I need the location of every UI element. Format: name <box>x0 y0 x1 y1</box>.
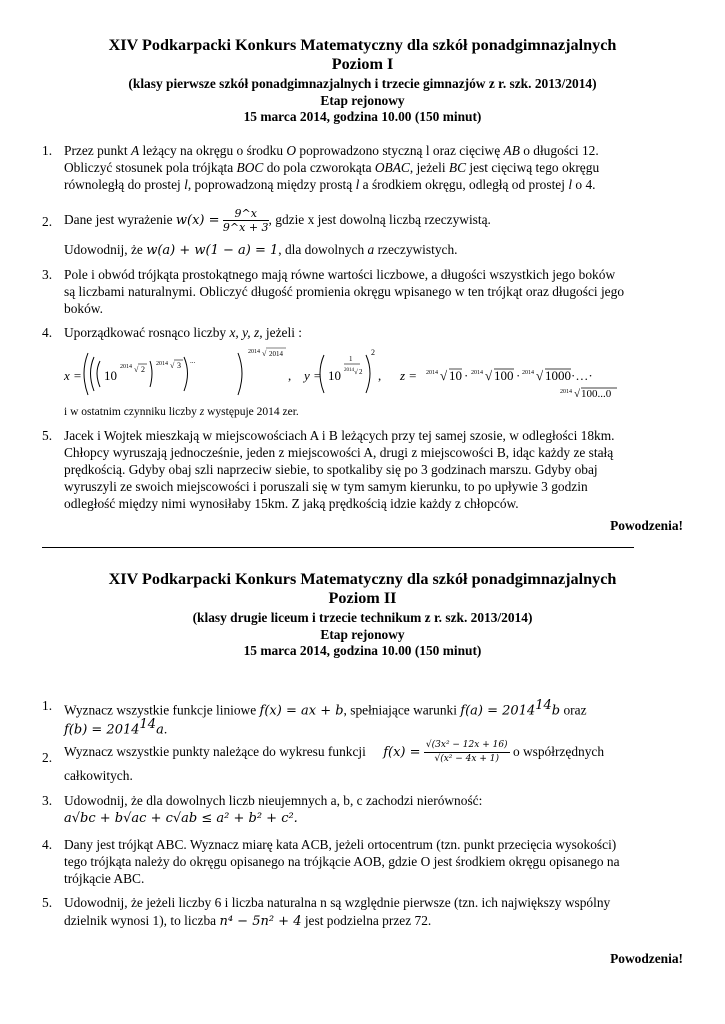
closing-level1: Powodzenia! <box>610 518 683 533</box>
fraction: $\frac{\text{√(3x² − 12x + 16)}}{\text{√(x² − 4x + 1)}}$ <box>425 740 508 765</box>
svg-text:·…·: ·…· <box>571 368 593 383</box>
problem-number: 2. <box>42 750 53 765</box>
problem-text: trójkącie ABC. <box>64 871 145 886</box>
svg-text:2014: 2014 <box>426 370 438 376</box>
classes-level2: (klasy drugie liceum i trzecie technikum z r. szk. 2013/2014) <box>192 610 533 625</box>
problem-text: dzielnik wynosi 1), to liczba n⁴ − 5n² + 4 jest podzielna przez 72. <box>64 913 432 929</box>
z-term-3: 1000 <box>545 368 571 383</box>
problem-text: Obliczyć stosunek pola trójkąta BOC do pola czworokąta OBAC, jeżeli BC jest cięciwą tego okręgu <box>64 160 600 175</box>
svg-text:·: · <box>516 368 521 383</box>
problem-number: 5. <box>42 895 53 910</box>
title-level1: XIV Podkarpacki Konkurs Matematyczny dla szkół ponadgimnazjalnych <box>108 36 617 54</box>
problem-text: Wyznacz wszystkie punkty należące do wykresu funkcji f(x) = $\frac{\text{√(3x² − 12x + 16)}}{\text{√(x² − 4x + 1)}}$ o współrzędnych <box>64 740 605 765</box>
problem-text: są liczbami naturalnymi. Obliczyć długość promienia okręgu wpisanego w ten trójkąt oraz długości jego <box>64 284 625 299</box>
problem-text: równoległą do prostej l, poprowadzoną między prostą l a środkiem okręgu, odległą od prostej l o 4. <box>64 177 596 192</box>
date-level2: 15 marca 2014, godzina 10.00 (150 minut) <box>243 643 482 658</box>
level-label-2: Poziom II <box>328 589 397 607</box>
svg-text:√: √ <box>262 349 267 358</box>
stage-level1: Etap rejonowy <box>320 93 405 108</box>
problem-number: 3. <box>42 793 53 808</box>
z-label: z = <box>400 368 418 383</box>
svg-text:√: √ <box>536 368 544 383</box>
svg-text:2: 2 <box>359 368 363 376</box>
problem-text: tego trójkąta należy do okręgu opisanego na trójkącie AOB, gdzie O jest środkiem okręgu opisanego na <box>64 854 620 869</box>
z-term-4: 100...0 <box>581 388 612 400</box>
classes-level1: (klasy pierwsze szkół ponadgimnazjalnych i trzecie gimnazjów z r. szk. 2013/2014) <box>128 76 597 91</box>
base-10: 10 <box>104 368 117 383</box>
problem-text: boków. <box>64 301 103 316</box>
problem-text: Przez punkt A leżący na okręgu o środku O poprowadzono styczną l oraz cięciwę AB o długości 12. <box>64 143 599 158</box>
problem-text: Dany jest trójkąt ABC. Wyznacz miarę kata ACB, jeżeli ortocentrum (tzn. punkt przecięcia wysokości) <box>64 837 617 852</box>
closing-level2: Powodzenia! <box>610 951 683 966</box>
svg-text:,: , <box>378 368 382 383</box>
x-label: x = <box>64 368 82 383</box>
svg-text:√: √ <box>485 368 493 383</box>
problem-text: Uporządkować rosnąco liczby x, y, z, jeżeli : <box>64 325 302 340</box>
section-divider <box>42 547 634 548</box>
problem-text: Chłopcy wyruszają jednocześnie, jeden z miejscowości A, drugi z miejscowości B, idąc każdy ze stałą <box>64 445 614 460</box>
svg-text:2: 2 <box>141 365 145 374</box>
svg-text:√: √ <box>440 368 448 383</box>
svg-text:2014: 2014 <box>344 368 354 373</box>
problem-text: całkowitych. <box>64 768 133 783</box>
problem-text: Udowodnij, że jeżeli liczby 6 i liczba naturalna n są względnie pierwsze (tzn. ich największy wspólny <box>64 895 611 910</box>
problem-text: Udowodnij, że w(a) + w(1 − a) = 1, dla dowolnych a rzeczywistych. <box>64 242 458 258</box>
problem-number: 3. <box>42 267 53 282</box>
problem-text: Dane jest wyrażenie w(x) = $\frac{9\^{}x}{9\^{}x + 3}$ , gdzie x jest dowolną liczbą rzeczywistą. <box>64 207 491 235</box>
problem-number: 5. <box>42 428 53 443</box>
z-term-2: 100 <box>494 368 514 383</box>
problem-number: 1. <box>42 143 53 158</box>
problem-note: i w ostatnim czynniku liczby z występuje 2014 zer. <box>64 406 299 418</box>
svg-text:2014: 2014 <box>248 349 260 355</box>
z-term-1: 10 <box>449 368 462 383</box>
stage-level2: Etap rejonowy <box>320 627 405 642</box>
svg-text:1: 1 <box>349 355 353 363</box>
problem-text: $f(b) = 2014^{14}a$. <box>64 717 168 738</box>
level-label-1: Poziom I <box>331 55 394 73</box>
svg-text:√: √ <box>574 388 581 400</box>
svg-text:2014: 2014 <box>560 389 572 395</box>
fraction: $\frac{9\^{}x}{9\^{}x + 3}$ <box>222 207 269 235</box>
formula-xyz <box>60 343 620 401</box>
svg-text:2: 2 <box>371 348 375 357</box>
problem-number: 4. <box>42 837 53 852</box>
svg-text:√: √ <box>354 368 358 376</box>
svg-text:·: · <box>464 368 469 383</box>
svg-text:2014: 2014 <box>471 370 483 376</box>
svg-text:3: 3 <box>177 361 181 370</box>
problem-text: Udowodnij, że dla dowolnych liczb nieujemnych a, b, c zachodzi nierówność: <box>64 793 483 808</box>
svg-text:2014: 2014 <box>269 350 283 358</box>
problem-text: prędkością. Gdyby obaj szli naprzeciw siebie, to spotkaliby się po 3 godzinach marszu. Gdyby obaj <box>64 462 598 477</box>
y-label: y = <box>304 368 322 383</box>
problem-text: wyruszyli ze swoich miejscowości i poruszali się w tym samym kierunku, to po upływie 3 godzin <box>64 479 588 494</box>
problem-text: odległość między nimi wynosiłaby 15km. Z jaką prędkością idzie każdy z chłopców. <box>64 496 519 511</box>
inequality: a√bc + b√ac + c√ab ≤ a² + b² + c². <box>64 811 298 826</box>
svg-text:2014: 2014 <box>120 364 132 370</box>
problem-text: Jacek i Wojtek mieszkają w miejscowościach A i B leżących przy tej samej szosie, w odległości 18km. <box>64 428 615 443</box>
svg-text:2014: 2014 <box>156 361 168 367</box>
svg-text:2014: 2014 <box>522 370 534 376</box>
problem-number: 2. <box>42 214 53 229</box>
problem-text: Wyznacz wszystkie funkcje liniowe f(x) = ax + b, spełniające warunki $f(a) = 2014^{14}b$ oraz <box>64 698 587 719</box>
problem-number: 1. <box>42 698 53 713</box>
svg-text:,: , <box>288 368 292 383</box>
problem-text: Pole i obwód trójkąta prostokątnego mają równe wartości liczbowe, a długości wszystkich jego boków <box>64 267 616 282</box>
svg-text:...: ... <box>190 357 196 365</box>
svg-text:√: √ <box>134 365 139 374</box>
problem-number: 4. <box>42 325 53 340</box>
title-level2: XIV Podkarpacki Konkurs Matematyczny dla szkół ponadgimnazjalnych <box>108 570 617 588</box>
svg-text:10: 10 <box>328 368 341 383</box>
svg-text:√: √ <box>170 361 175 370</box>
date-level1: 15 marca 2014, godzina 10.00 (150 minut) <box>243 109 482 124</box>
